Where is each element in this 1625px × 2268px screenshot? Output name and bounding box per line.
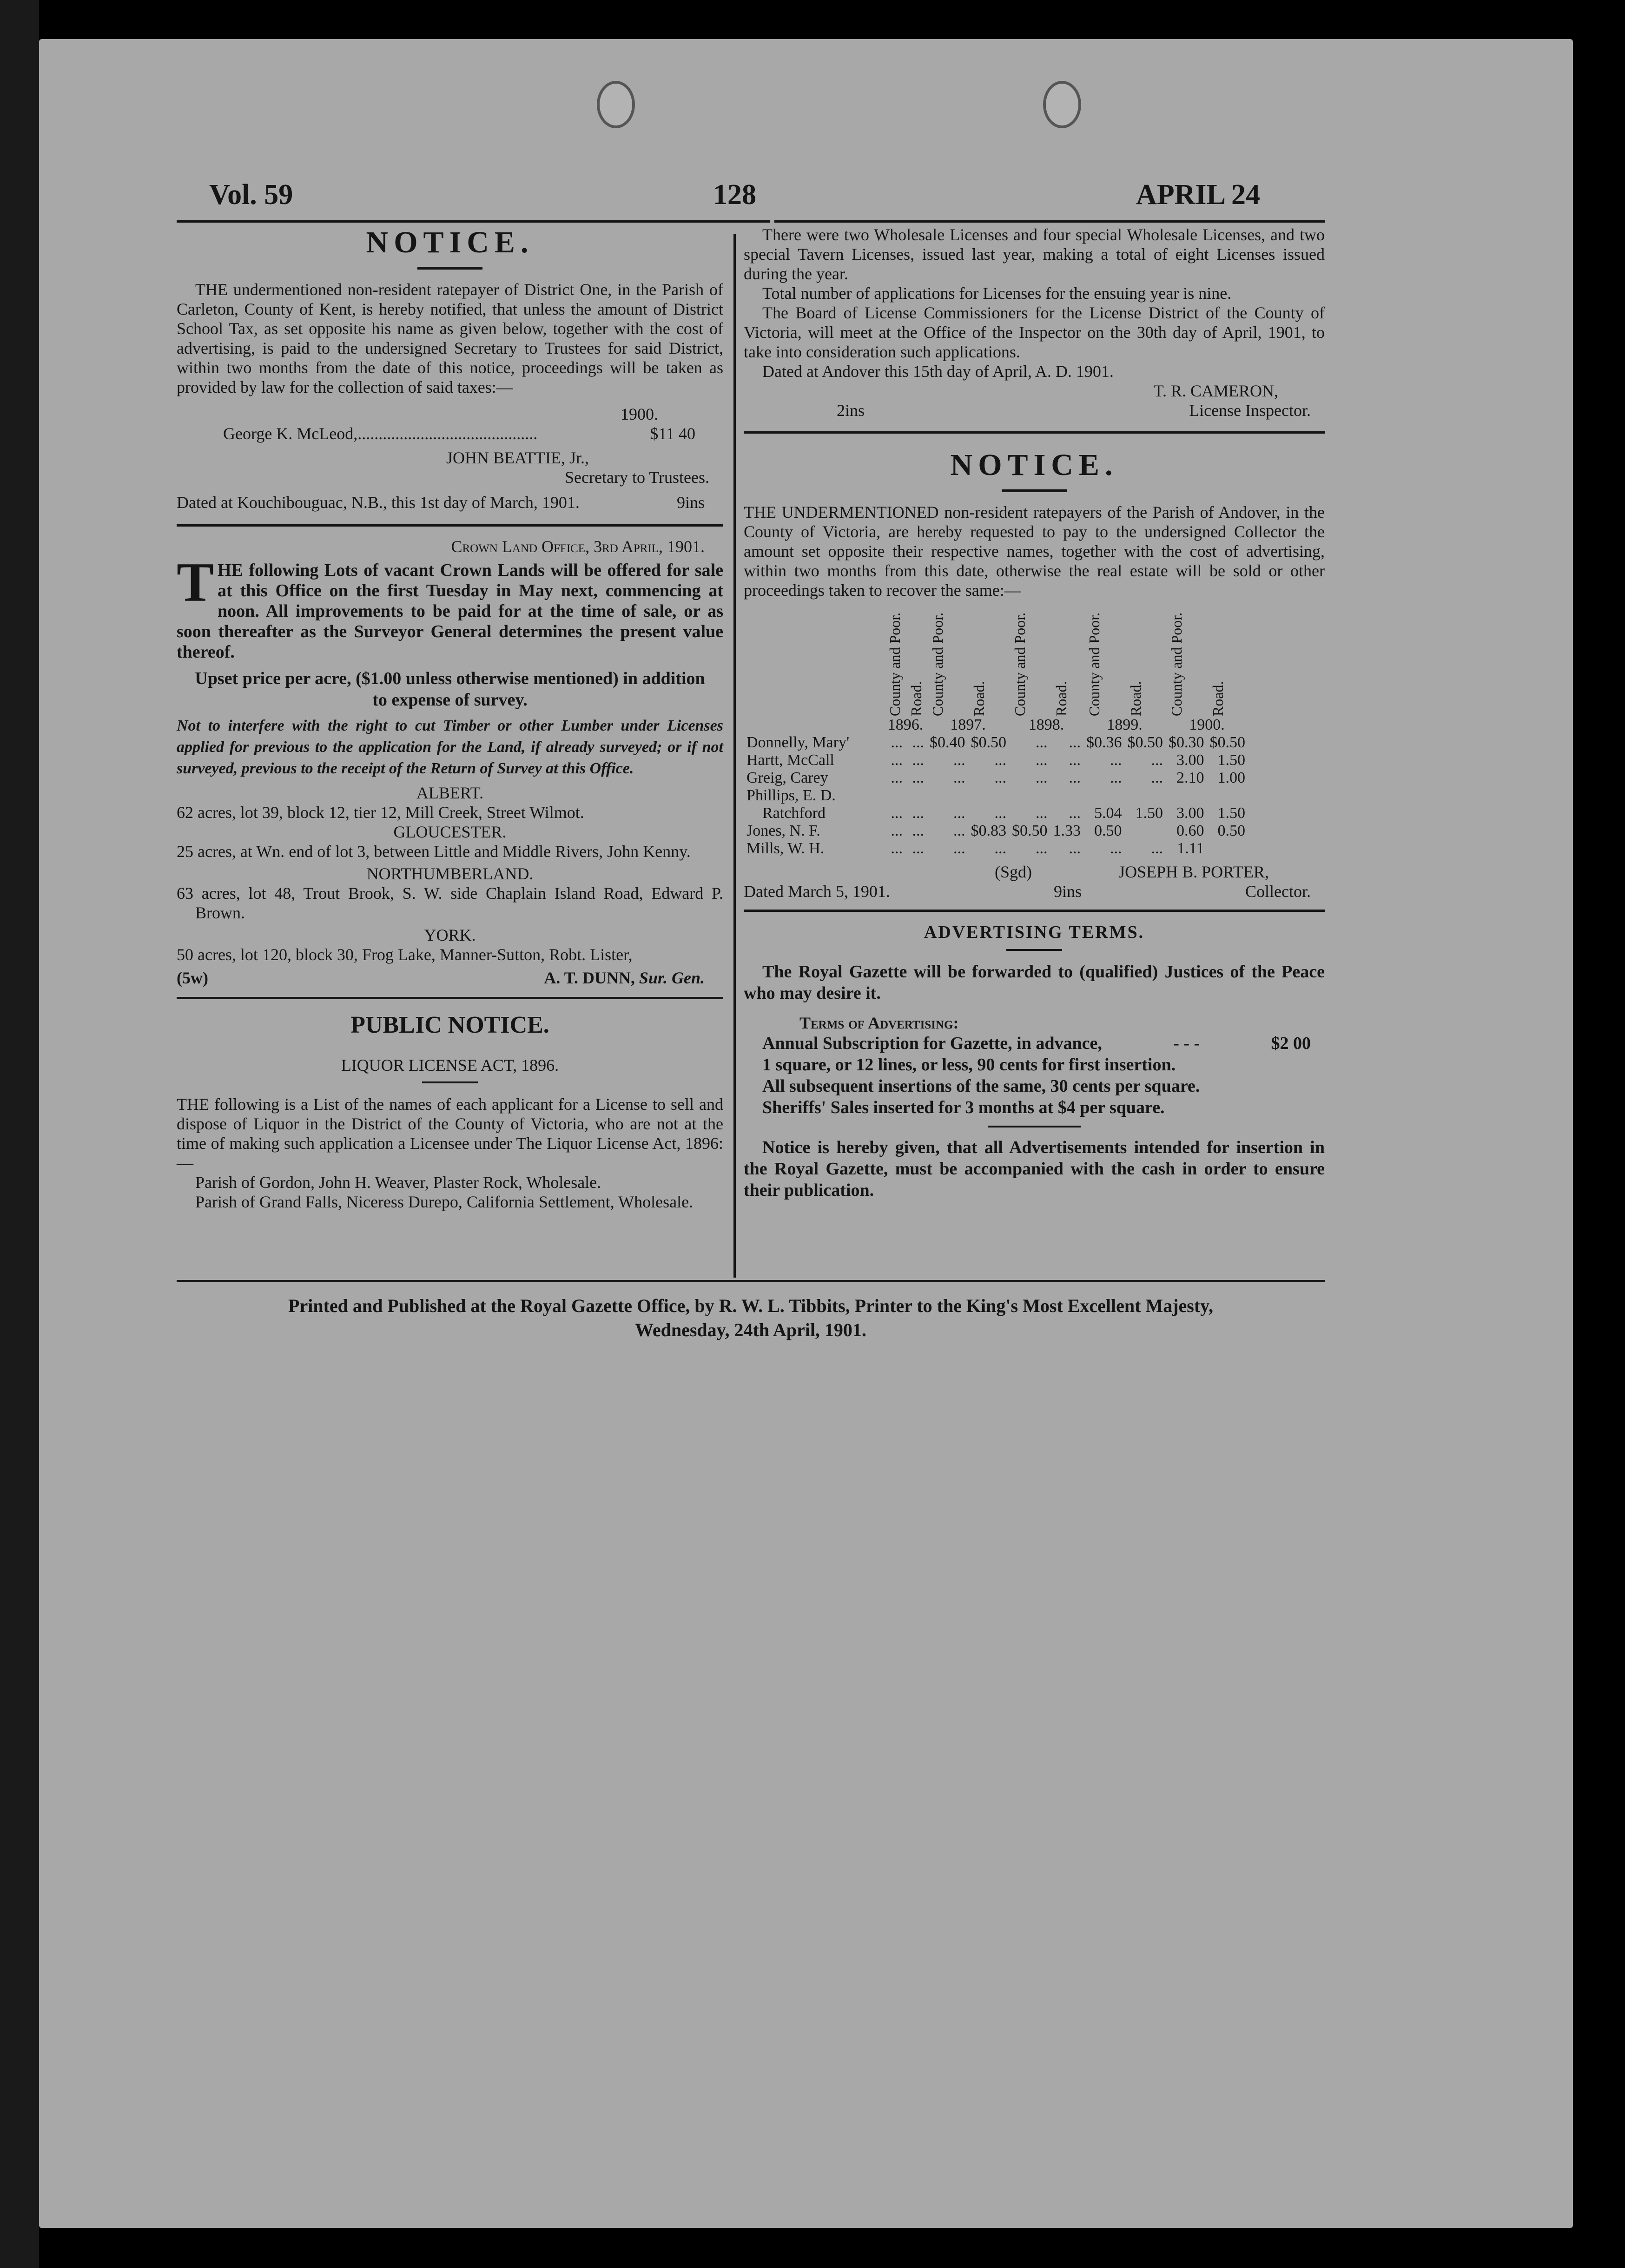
column-header: County and Poor.: [1086, 612, 1103, 716]
tax-cell: 3.00: [1176, 804, 1204, 822]
advertising-notice: Notice is hereby given, that all Advertisements intended for insertion in the Royal Gazette, must be accompanied with the cash in order to ensure their publication.: [744, 1138, 1325, 1200]
dated-line: Dated at Andover this 15th day of April, A. D. 1901.: [762, 362, 1114, 381]
tax-cell: [1207, 840, 1248, 857]
tax-cell: ...: [953, 822, 965, 839]
tax-cell: [884, 787, 905, 804]
tax-cell: ...: [1036, 734, 1048, 751]
term-line: Sheriffs' Sales inserted for 3 months at $4 per square.: [762, 1098, 1165, 1117]
term-line: 1 square, or 12 lines, or less, 90 cents for first insertion.: [762, 1055, 1176, 1075]
tax-cell: ...: [1110, 840, 1122, 857]
tax-cell: 0.50: [1094, 822, 1122, 839]
signer: T. R. CAMERON,: [1153, 382, 1278, 400]
tax-cell: 1.50: [1135, 804, 1163, 822]
county-heading: NORTHUMBERLAND.: [366, 864, 534, 883]
license-paragraph: There were two Wholesale Licenses and four special Wholesale Licenses, and two special Tavern Licenses, issued last year, making a total of eight Licenses issued during the year.: [744, 225, 1325, 283]
column-header: Road.: [1052, 681, 1070, 716]
public-notice-body: THE following is a List of the names of each applicant for a License to sell and dispose of Liquor in the District of the County of Victoria, who are not at the time of making such application a Licensee under The Liquor License Act, 1896:—: [177, 1095, 723, 1172]
column-header: County and Poor.: [1011, 612, 1028, 716]
tax-cell: ...: [1069, 734, 1081, 751]
dated-line: Dated at Kouchibouguac, N.B., this 1st day of March, 1901.: [177, 493, 580, 512]
tax-cell: ...: [1036, 769, 1048, 786]
right-column: [744, 225, 1325, 1201]
short-rule: [988, 1126, 1081, 1127]
tax-cell: ...: [994, 840, 1006, 857]
public-notice-subtitle: LIQUOR LICENSE ACT, 1896.: [341, 1056, 559, 1075]
column-header: Road.: [1127, 681, 1144, 716]
tax-cell: ...: [953, 840, 965, 857]
tax-cell: ...: [912, 734, 924, 751]
signer: JOHN BEATTIE, Jr.,: [446, 448, 589, 467]
column-header: Road.: [970, 681, 987, 716]
tax-cell: ...: [994, 752, 1006, 769]
tax-cell: [1207, 787, 1248, 804]
tax-cell: $0.83: [971, 822, 1006, 839]
leader-dots: ...........................................: [357, 424, 538, 443]
lot-entry: 63 acres, lot 48, Trout Brook, S. W. side Chaplain Island Road, Edward P. Brown.: [177, 884, 723, 922]
sgd-label: (Sgd): [995, 863, 1032, 881]
advertising-intro: The Royal Gazette will be forwarded to (qualified) Justices of the Peace who may desire it.: [744, 962, 1325, 1003]
terms-heading: Terms of Advertising:: [799, 1014, 959, 1032]
ratepayer-name: Greig, Carey: [746, 769, 828, 786]
tax-cell: ...: [912, 840, 924, 857]
table-row: [744, 804, 1248, 822]
tax-amount: $11 40: [650, 424, 695, 443]
year-label: 1899.: [1107, 716, 1143, 733]
punch-hole: [1043, 81, 1081, 128]
section-rule: [744, 431, 1325, 434]
year-label: 1898.: [1028, 716, 1064, 733]
insertions: 9ins: [1053, 882, 1082, 901]
tax-cell: ...: [891, 840, 903, 857]
tax-cell: ...: [953, 769, 965, 786]
year-row: [744, 716, 1248, 734]
tax-year: 1900.: [621, 405, 658, 423]
title-dash: [1002, 489, 1067, 492]
tax-cell: 1.33: [1053, 822, 1081, 839]
tax-cell: $0.50: [1127, 734, 1163, 751]
column-header: Road.: [1209, 681, 1226, 716]
tax-cell: 5.04: [1094, 804, 1122, 822]
tax-cell: 0.60: [1176, 822, 1204, 839]
tax-cell: ...: [1069, 752, 1081, 769]
tax-cell: ...: [912, 804, 924, 822]
tax-cell: ...: [953, 804, 965, 822]
tax-cell: ...: [1110, 769, 1122, 786]
tax-cell: 0.50: [1217, 822, 1245, 839]
tax-cell: [1009, 787, 1050, 804]
tax-cell: ...: [953, 752, 965, 769]
term-line: All subsequent insertions of the same, 30 cents per square.: [762, 1076, 1200, 1096]
notice-body: THE UNDERMENTIONED non-resident ratepayers of the Parish of Andover, in the County of Victoria, are hereby requested to pay to the undersigned Collector the amount set opposite their respective names, together with the cost of advertising, within two months from this date, otherwise the real estate will be sold or other proceedings taken to recover the same:—: [744, 503, 1325, 600]
insertions: (5w): [177, 969, 208, 987]
tax-cell: $0.30: [1169, 734, 1204, 751]
title-dash: [1006, 949, 1062, 951]
table-row: [744, 822, 1248, 840]
column-header: County and Poor.: [929, 612, 946, 716]
tax-cell: ...: [891, 769, 903, 786]
tax-cell: [1125, 787, 1166, 804]
issue-date: APRIL 24: [1136, 179, 1260, 211]
section-rule: [177, 997, 723, 999]
tax-cell: [905, 787, 927, 804]
tax-cell: ...: [912, 822, 924, 839]
ratepayer-name: Hartt, McCall: [746, 752, 834, 769]
tax-cell: 3.00: [1176, 752, 1204, 769]
lot-entry: 25 acres, at Wn. end of lot 3, between Little and Middle Rivers, John Kenny.: [177, 842, 691, 861]
advertising-title: ADVERTISING TERMS.: [924, 923, 1145, 942]
ratepayer-name: George K. McLeod,: [223, 424, 358, 443]
tax-cell: ...: [1036, 752, 1048, 769]
tax-cell: ...: [1110, 752, 1122, 769]
table-row: [744, 734, 1248, 752]
column-divider: [733, 234, 736, 1278]
tax-cell: $0.36: [1086, 734, 1122, 751]
tax-cell: [927, 787, 968, 804]
upset-price: Upset price per acre, ($1.00 unless otherwise mentioned) in addition to expense of survey.: [195, 669, 705, 710]
tax-cell: ...: [912, 752, 924, 769]
tax-cell: ...: [891, 804, 903, 822]
notice-title: NOTICE.: [950, 448, 1118, 482]
table-row: [744, 752, 1248, 769]
column-header: County and Poor.: [1168, 612, 1185, 716]
tax-cell: ...: [1069, 804, 1081, 822]
left-column: [177, 225, 723, 1212]
section-rule: [744, 910, 1325, 912]
signer: JOSEPH B. PORTER,: [1118, 863, 1269, 881]
table-row: [744, 840, 1248, 857]
tax-cell: $0.50: [1209, 734, 1245, 751]
ratepayer-name: Ratchford: [762, 804, 826, 822]
timber-note: Not to interfere with the right to cut Timber or other Lumber under Licenses applied for previous to the application for the Land, if already surveyed; or if not surveyed, previous to the receipt of the Return of Survey at this Office.: [177, 717, 723, 777]
footer-rule: [177, 1280, 1325, 1282]
volume-label: Vol. 59: [209, 179, 293, 211]
tax-cell: ...: [891, 752, 903, 769]
page-number: 128: [713, 179, 756, 211]
tax-cell: ...: [1151, 752, 1163, 769]
tax-cell: ...: [994, 804, 1006, 822]
tax-cell: 1.00: [1217, 769, 1245, 786]
tax-cell: ...: [891, 822, 903, 839]
term-dashes: - - -: [1173, 1034, 1200, 1053]
signer-title: License Inspector.: [1189, 401, 1311, 420]
tax-cell: $0.50: [971, 734, 1006, 751]
tax-cell: ...: [1069, 769, 1081, 786]
title-dash: [417, 267, 482, 270]
applicant-entry: Parish of Gordon, John H. Weaver, Plaster Rock, Wholesale.: [195, 1173, 601, 1192]
insertions: 9ins: [676, 493, 705, 512]
tax-cell: [1125, 822, 1166, 840]
public-notice-title: PUBLIC NOTICE.: [350, 1012, 549, 1038]
printer-line: Printed and Published at the Royal Gazette Office, by R. W. L. Tibbits, Printer to the King's Most Excellent Majesty,: [288, 1295, 1213, 1316]
county-heading: YORK.: [424, 926, 476, 944]
signer-title: Collector.: [1245, 882, 1311, 901]
header-rule: [774, 220, 1325, 223]
lot-entry: 50 acres, lot 120, block 30, Frog Lake, Manner-Sutton, Robt. Lister,: [177, 945, 633, 964]
tax-cell: 1.50: [1217, 752, 1245, 769]
scan-edge: [0, 0, 39, 2268]
tax-cell: $0.40: [930, 734, 965, 751]
tax-table: [744, 609, 1248, 857]
tax-cell: ...: [891, 734, 903, 751]
applicant-entry: Parish of Grand Falls, Niceress Durepo, California Settlement, Wholesale.: [195, 1193, 694, 1211]
table-row: [744, 769, 1248, 787]
year-label: 1900.: [1189, 716, 1225, 733]
tax-cell: [1050, 787, 1084, 804]
ratepayer-name: Jones, N. F.: [746, 822, 820, 839]
tax-cell: ...: [912, 769, 924, 786]
crown-body: THE following Lots of vacant Crown Lands will be offered for sale at this Office on the first Tuesday in May next, commencing at noon. All improvements to be paid for at the time of sale, or as soon thereafter as the Surveyor General determines the present value thereof.: [177, 551, 723, 662]
table-row: [744, 787, 1248, 804]
term-label: Annual Subscription for Gazette, in advance,: [762, 1034, 1102, 1053]
tax-cell: [968, 787, 1010, 804]
signer-title: Sur. Gen.: [639, 969, 705, 987]
column-header: Road.: [908, 681, 925, 716]
dated-line: Dated March 5, 1901.: [744, 882, 890, 901]
ratepayer-name: Donnelly, Mary': [746, 734, 850, 751]
header-rule: [177, 220, 770, 223]
license-paragraph: Total number of applications for Licenses for the ensuing year is nine.: [762, 284, 1232, 303]
tax-cell: ...: [1151, 769, 1163, 786]
year-label: 1896.: [887, 716, 924, 733]
notice-body: THE undermentioned non-resident ratepayer of District One, in the Parish of Carleton, County of Kent, is hereby notified, that unless the amount of District School Tax, as set opposite his name as given below, together with the cost of advertising, is paid to the undersigned Secretary to Trustees for said District, within two months from the date of this notice, proceedings will be taken as provided by law for the collection of said taxes:—: [177, 280, 723, 396]
gazette-page: [39, 39, 1573, 2228]
tax-cell: 1.11: [1177, 840, 1204, 857]
tax-cell: [1166, 787, 1207, 804]
tax-cell: 2.10: [1176, 769, 1204, 786]
table-header-row: [744, 609, 1248, 716]
tax-cell: ...: [994, 769, 1006, 786]
ratepayer-name: Mills, W. H.: [746, 840, 825, 857]
term-price: $2 00: [1271, 1034, 1311, 1053]
signer-title: Secretary to Trustees.: [565, 468, 709, 487]
tax-cell: ...: [1036, 840, 1048, 857]
punch-hole: [597, 81, 635, 128]
section-rule: [177, 524, 723, 527]
column-header: County and Poor.: [886, 612, 903, 716]
ratepayer-name: Phillips, E. D.: [746, 787, 836, 804]
tax-cell: $0.50: [1012, 822, 1048, 839]
tax-cell: ...: [1036, 804, 1048, 822]
license-paragraph: The Board of License Commissioners for the License District of the County of Victoria, will meet at the Office of the Inspector on the 30th day of April, 1901, to take into consideration such applications.: [744, 303, 1325, 361]
tax-cell: ...: [1069, 840, 1081, 857]
notice-title: NOTICE.: [366, 225, 534, 259]
county-heading: ALBERT.: [416, 784, 484, 802]
tax-cell: [1083, 787, 1125, 804]
crown-dateline: Crown Land Office, 3rd April, 1901.: [451, 537, 705, 556]
tax-cell: ...: [1151, 840, 1163, 857]
lot-entry: 62 acres, lot 39, block 12, tier 12, Mill Creek, Street Wilmot.: [177, 803, 584, 822]
publication-date: Wednesday, 24th April, 1901.: [635, 1319, 866, 1340]
year-label: 1897.: [950, 716, 986, 733]
footer: [177, 1294, 1325, 1342]
drop-cap: T: [177, 551, 214, 613]
signer: A. T. DUNN,: [544, 969, 635, 987]
insertions: 2ins: [837, 401, 865, 420]
county-heading: GLOUCESTER.: [393, 823, 507, 841]
title-dash: [422, 1081, 478, 1083]
tax-cell: 1.50: [1217, 804, 1245, 822]
